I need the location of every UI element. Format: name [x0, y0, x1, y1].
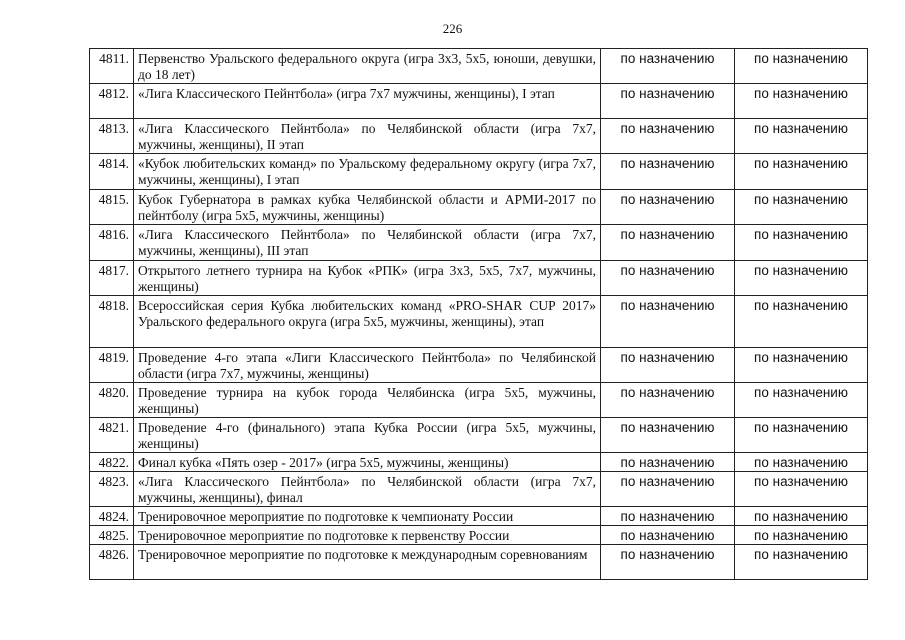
table-row: [90, 545, 868, 580]
event-name: Первенство Уральского федерального округа (игра 3х3, 5х5, юноши, девушки, до 18 лет): [134, 49, 601, 84]
table-row: [90, 261, 868, 296]
row-number: 4812.: [90, 84, 134, 119]
table-row: [90, 383, 868, 418]
dates-value: по назначению: [601, 348, 735, 383]
venue-value: по назначению: [735, 507, 868, 526]
row-number: 4826.: [90, 545, 134, 580]
dates-value: по назначению: [601, 190, 735, 225]
row-number: 4822.: [90, 453, 134, 472]
event-name: Проведение 4-го этапа «Лиги Классического Пейнтбола» по Челябинской области (игра 7х7, мужчины, женщины): [134, 348, 601, 383]
dates-value: по назначению: [601, 154, 735, 190]
venue-value: по назначению: [735, 418, 868, 453]
row-number: 4824.: [90, 507, 134, 526]
venue-value: по назначению: [735, 383, 868, 418]
venue-value: по назначению: [735, 545, 868, 580]
row-number: 4818.: [90, 296, 134, 348]
venue-value: по назначению: [735, 472, 868, 507]
event-name: «Лига Классического Пейнтбола» (игра 7х7 мужчины, женщины), I этап: [134, 84, 601, 119]
row-number: 4819.: [90, 348, 134, 383]
dates-value: по назначению: [601, 119, 735, 154]
row-number: 4821.: [90, 418, 134, 453]
event-name: «Лига Классического Пейнтбола» по Челябинской области (игра 7х7, мужчины, женщины), II этап: [134, 119, 601, 154]
table-row: [90, 453, 868, 472]
table-row: [90, 418, 868, 453]
table-row: [90, 472, 868, 507]
dates-value: по назначению: [601, 545, 735, 580]
dates-value: по назначению: [601, 472, 735, 507]
dates-value: по назначению: [601, 507, 735, 526]
dates-value: по назначению: [601, 49, 735, 84]
venue-value: по назначению: [735, 190, 868, 225]
dates-value: по назначению: [601, 418, 735, 453]
row-number: 4816.: [90, 225, 134, 261]
row-number: 4820.: [90, 383, 134, 418]
row-number: 4817.: [90, 261, 134, 296]
venue-value: по назначению: [735, 49, 868, 84]
dates-value: по назначению: [601, 84, 735, 119]
row-number: 4823.: [90, 472, 134, 507]
event-name: Открытого летнего турнира на Кубок «РПК» (игра 3х3, 5х5, 7х7, мужчины, женщины): [134, 261, 601, 296]
event-name: Всероссийская серия Кубка любительских команд «PRO-SHAR CUP 2017» Уральского федерального округа (игра 5х5, мужчины, женщины), этап: [134, 296, 601, 348]
dates-value: по назначению: [601, 261, 735, 296]
venue-value: по назначению: [735, 84, 868, 119]
table-row: [90, 49, 868, 84]
venue-value: по назначению: [735, 526, 868, 545]
venue-value: по назначению: [735, 154, 868, 190]
venue-value: по назначению: [735, 453, 868, 472]
dates-value: по назначению: [601, 225, 735, 261]
row-number: 4814.: [90, 154, 134, 190]
event-name: Тренировочное мероприятие по подготовке к международным соревнованиям: [134, 545, 601, 580]
row-number: 4825.: [90, 526, 134, 545]
event-name: «Лига Классического Пейнтбола» по Челябинской области (игра 7х7, мужчины, женщины), III этап: [134, 225, 601, 261]
events-table-body: [90, 49, 868, 580]
table-row: [90, 348, 868, 383]
dates-value: по назначению: [601, 296, 735, 348]
event-name: Тренировочное мероприятие по подготовке к первенству России: [134, 526, 601, 545]
venue-value: по назначению: [735, 261, 868, 296]
table-row: [90, 84, 868, 119]
event-name: Финал кубка «Пять озер - 2017» (игра 5х5, мужчины, женщины): [134, 453, 601, 472]
table-row: [90, 526, 868, 545]
events-table: [89, 48, 868, 580]
table-row: [90, 119, 868, 154]
event-name: Проведение турнира на кубок города Челябинска (игра 5х5, мужчины, женщины): [134, 383, 601, 418]
table-row: [90, 190, 868, 225]
event-name: «Лига Классического Пейнтбола» по Челябинской области (игра 7х7, мужчины, женщины), финал: [134, 472, 601, 507]
table-row: [90, 296, 868, 348]
dates-value: по назначению: [601, 526, 735, 545]
event-name: Кубок Губернатора в рамках кубка Челябинской области и АРМИ-2017 по пейнтболу (игра 5х5, мужчины, женщины): [134, 190, 601, 225]
dates-value: по назначению: [601, 453, 735, 472]
table-row: [90, 154, 868, 190]
row-number: 4815.: [90, 190, 134, 225]
table-row: [90, 507, 868, 526]
venue-value: по назначению: [735, 296, 868, 348]
venue-value: по назначению: [735, 225, 868, 261]
event-name: Проведение 4-го (финального) этапа Кубка России (игра 5х5, мужчины, женщины): [134, 418, 601, 453]
dates-value: по назначению: [601, 383, 735, 418]
venue-value: по назначению: [735, 119, 868, 154]
table-row: [90, 225, 868, 261]
row-number: 4811.: [90, 49, 134, 84]
event-name: Тренировочное мероприятие по подготовке к чемпионату России: [134, 507, 601, 526]
page-number: 226: [442, 21, 463, 36]
event-name: «Кубок любительских команд» по Уральскому федеральному округу (игра 7х7, мужчины, женщины), I этап: [134, 154, 601, 190]
row-number: 4813.: [90, 119, 134, 154]
venue-value: по назначению: [735, 348, 868, 383]
